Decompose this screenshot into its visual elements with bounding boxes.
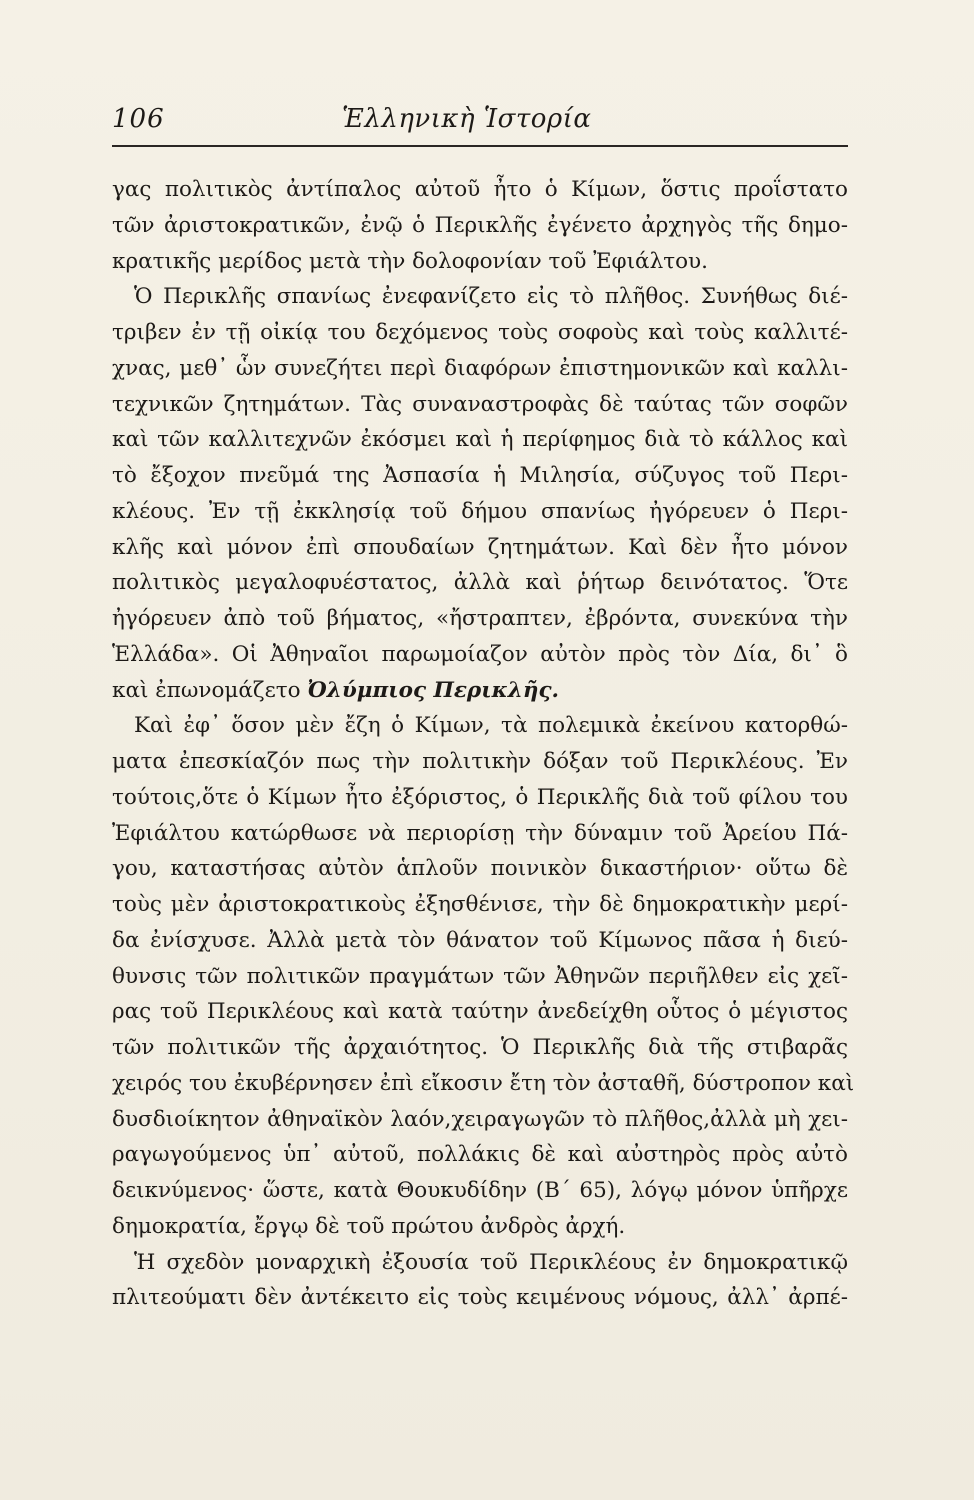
text-line: κλέους. Ἐν τῇ ἐκκλησίᾳ τοῦ δήμου σπανίως ἠγόρευεν ὁ Περι- [112, 498, 848, 524]
text-line: τῶν ἀριστοκρατικῶν, ἐνῷ ὁ Περικλῆς ἐγένετο ἀρχηγὸς τῆς δημο- [112, 212, 848, 238]
text-line: ραγωγούμενος ὑπ᾽ αὐτοῦ, πολλάκις δὲ καὶ αὐστηρὸς πρὸς αὐτὸ [112, 1142, 848, 1168]
text-line: ἠγόρευεν ἀπὸ τοῦ βήματος, «ἤστραπτεν, ἐβρόντα, συνεκύνα τὴν [112, 606, 848, 631]
text-line: Καὶ ἐφ᾽ ὅσον μὲν ἔζη ὁ Κίμων, τὰ πολεμικὰ ἐκείνου κατορθώ- [134, 713, 848, 739]
text-line: τούτοις,ὅτε ὁ Κίμων ἦτο ἐξόριστος, ὁ Περικλῆς διὰ τοῦ φίλου του [112, 784, 848, 810]
text-line: χνας, μεθ᾽ ὧν συνεζήτει περὶ διαφόρων ἐπιστημονικῶν καὶ καλλι- [112, 355, 848, 381]
text-line: τοὺς μὲν ἀριστοκρατικοὺς ἐξησθένισε, τὴν δὲ δημοκρατικὴν μερί- [112, 892, 848, 917]
text-line: δεικνύμενος· ὥστε, κατὰ Θουκυδίδην (Β´ 65), λόγῳ μόνον ὑπῆρχε [112, 1178, 848, 1203]
text-line: γας πολιτικὸς ἀντίπαλος αὐτοῦ ἦτο ὁ Κίμων, ὅστις προΐστατο [112, 177, 848, 202]
text-line [112, 673, 848, 709]
text-line: γου, καταστήσας αὐτὸν ἁπλοῦν ποινικὸν δικαστήριον· οὕτω δὲ [112, 856, 848, 882]
body-text [112, 172, 855, 1316]
text-line: ρας τοῦ Περικλέους καὶ κατὰ ταύτην ἀνεδείχθη οὗτος ὁ μέγιστος [112, 999, 848, 1025]
text-line: δυσδιοίκητον ἀθηναϊκὸν λαόν,χειραγωγῶν τὸ πλῆθος,ἀλλὰ μὴ χει- [112, 1106, 848, 1132]
text-line: κλῆς καὶ μόνον ἐπὶ σπουδαίων ζητημάτων. Καὶ δὲν ἦτο μόνον [112, 534, 848, 560]
text-line: δημοκρατία, ἔργῳ δὲ τοῦ πρώτου ἀνδρὸς ἀρχή. [112, 1213, 626, 1239]
header-rule [112, 145, 848, 147]
text-line: τὸ ἔξοχον πνεῦμά της Ἀσπασία ἡ Μιλησία, σύζυγος τοῦ Περι- [112, 463, 848, 488]
text-line: ματα ἐπεσκίαζόν πως τὴν πολιτικὴν δόξαν τοῦ Περικλέους. Ἐν [112, 749, 848, 774]
page-number: 106 [112, 104, 165, 134]
text-fragment: καὶ ἐπωνομάζετο [112, 677, 301, 703]
page-header [112, 100, 872, 144]
text-line: Ὁ Περικλῆς σπανίως ἐνεφανίζετο εἰς τὸ πλῆθος. Συνήθως διέ- [134, 284, 848, 310]
text-line: Ἐφιάλτου κατώρθωσε νὰ περιορίσῃ τὴν δύναμιν τοῦ Ἀρείου Πά- [112, 820, 848, 846]
text-line: δα ἐνίσχυσε. Ἀλλὰ μετὰ τὸν θάνατον τοῦ Κίμωνος πᾶσα ἡ διεύ- [112, 927, 848, 953]
text-line: Ἑλλάδα». Οἱ Ἀθηναῖοι παρωμοίαζον αὐτὸν πρὸς τὸν Δία, δι᾽ ὃ [112, 641, 848, 667]
text-line: θυνσις τῶν πολιτικῶν πραγμάτων τῶν Ἀθηνῶν περιῆλθεν εἰς χεῖ- [112, 963, 848, 989]
emphasized-name: Ὀλύμπιος Περικλῆς. [307, 677, 560, 703]
text-line: τῶν πολιτικῶν τῆς ἀρχαιότητος. Ὁ Περικλῆς διὰ τῆς στιβαρᾶς [112, 1035, 848, 1060]
text-line: χειρός του ἐκυβέρνησεν ἐπὶ εἴκοσιν ἔτη τὸν ἀσταθῆ, δύστροπον καὶ [112, 1070, 855, 1096]
text-line: τεχνικῶν ζητημάτων. Τὰς συναναστροφὰς δὲ ταύτας τῶν σοφῶν [112, 391, 848, 417]
text-line: τριβεν ἐν τῇ οἰκίᾳ του δεχόμενος τοὺς σοφοὺς καὶ τοὺς καλλιτέ- [112, 320, 848, 345]
text-line: κρατικῆς μερίδος μετὰ τὴν δολοφονίαν τοῦ Ἐφιάλτου. [112, 248, 708, 274]
text-line: Ἡ σχεδὸν μοναρχικὴ ἐξουσία τοῦ Περικλέους ἐν δημοκρατικῷ [134, 1249, 848, 1275]
text-line: πολιτικὸς μεγαλοφυέστατος, ἀλλὰ καὶ ῥήτωρ δεινότατος. Ὅτε [112, 570, 848, 596]
running-title: Ἑλληνικὴ Ἱστορία [342, 104, 592, 134]
text-line: πλιτεούματι δὲν ἀντέκειτο εἰς τοὺς κειμένους νόμους, ἀλλ᾽ ἀρπέ- [112, 1285, 848, 1311]
text-line: καὶ τῶν καλλιτεχνῶν ἐκόσμει καὶ ἡ περίφημος διὰ τὸ κάλλος καὶ [112, 427, 848, 453]
